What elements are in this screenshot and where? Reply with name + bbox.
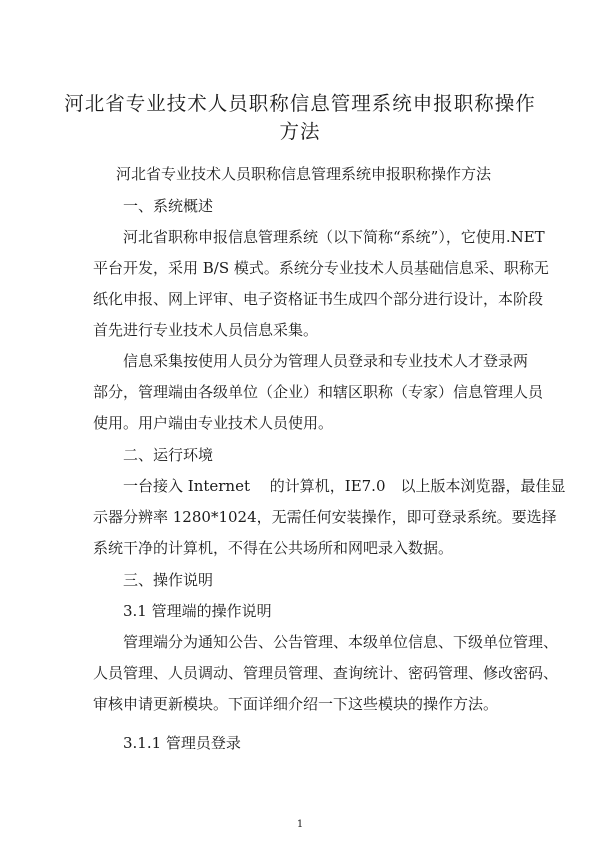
paragraph-line: 纸化申报、网上评审、电子资格证书生成四个部分进行设计，本阶段 <box>93 290 544 308</box>
paragraph-line: 一台接入 Internet 的计算机，IE7.0 以上版本浏览器，最佳显 <box>123 477 566 495</box>
paragraph-line: 人员管理、人员调动、管理员管理、查询统计、密码管理、修改密码、 <box>93 664 559 682</box>
paragraph-line: 信息采集按使用人员分为管理人员登录和专业技术人才登录两 <box>123 352 529 370</box>
subsection-heading-admin-login: 3.1.1 管理员登录 <box>123 734 241 752</box>
page-number: 1 <box>296 819 304 830</box>
paragraph-line: 河北省职称申报信息管理系统（以下简称“系统”），它使用.NET <box>123 228 545 246</box>
section-heading-overview: 一、系统概述 <box>123 197 214 215</box>
paragraph-line: 审核申请更新模块。下面详细介绍一下这些模块的操作方法。 <box>93 695 499 713</box>
subsection-heading-admin: 3.1 管理端的操作说明 <box>123 602 272 620</box>
paragraph-line: 首先进行专业技术人员信息采集。 <box>93 321 319 339</box>
paragraph-line: 平台开发，采用 B/S 模式。系统分专业技术人员基础信息采、职称无 <box>93 259 549 277</box>
title-line-1: 河北省专业技术人员职称信息管理系统申报职称操作 <box>64 92 536 115</box>
paragraph-line: 部分，管理端由各级单位（企业）和辖区职称（专家）信息管理人员 <box>93 383 544 401</box>
paragraph-line: 使用。用户端由专业技术人员使用。 <box>93 414 334 432</box>
section-heading-environment: 二、运行环境 <box>123 446 214 464</box>
paragraph-line: 管理端分为通知公告、公告管理、本级单位信息、下级单位管理、 <box>123 633 559 651</box>
paragraph-line: 系统干净的计算机，不得在公共场所和网吧录入数据。 <box>93 539 454 557</box>
section-heading-operation: 三、操作说明 <box>123 571 214 589</box>
subtitle: 河北省专业技术人员职称信息管理系统申报职称操作方法 <box>116 165 492 183</box>
paragraph-line: 示器分辨率 1280*1024，无需任何安装操作，即可登录系统。要选择 <box>93 508 557 526</box>
title-line-2: 方法 <box>279 120 321 143</box>
